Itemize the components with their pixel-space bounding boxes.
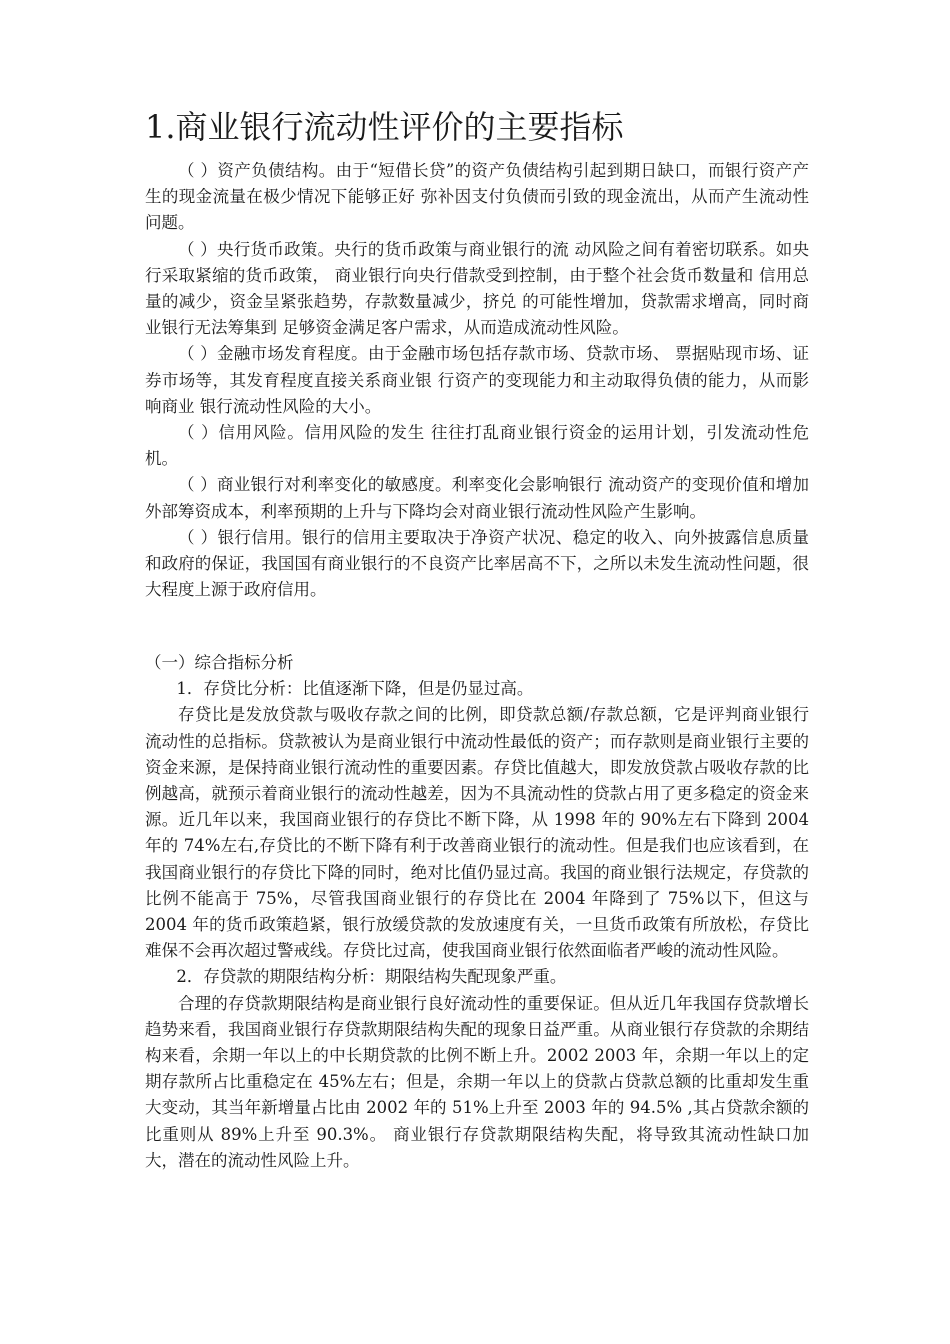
document-title: 1.商业银行流动性评价的主要指标 [145,108,624,146]
factor-bank-credit: （ ）银行信用。银行的信用主要取决于净资产状况、稳定的收入、向外披露信息质量和政府的保证，我国国有商业银行的不良资产比率居高不下，之所以未发生流动性问题，很大程度上源于政府信用。 [145,527,809,600]
section-heading: （一）综合指标分析 [145,653,294,672]
indicator-analysis-section [145,650,809,1174]
factor-central-bank-policy: （ ）央行货币政策。央行的货币政策与商业银行的流 动风险之间有着密切联系。如央行采取紧缩的货币政策， 商业银行向央行借款受到控制，由于整个社会货币数量和 信用总量的减少，资金呈紧张趋势，存款数量减少，挤兑 的可能性增加，贷款需求增高，同时商业银行无法筹集到 足够资金满足客户需求，从而造成流动性风险。 [145,239,809,338]
factor-credit-risk: （ ）信用风险。信用风险的发生 往往打乱商业银行资金的运用计划，引发流动性危机。 [145,423,809,469]
paragraph-maturity-structure: 合理的存贷款期限结构是商业银行良好流动性的重要保证。但从近几年我国存贷款增长趋势来看，我国商业银行存贷款期限结构失配的现象日益严重。从商业银行存贷款的余期结构来看，余期一年以上的中长期贷款的比例不断上升。2002 2003 年，余期一年以上的定期存款所占比重稳定在 45%左右；但是，余期一年以上的贷款占贷款总额的比重却发生重大变动，其当年新增量占比由 2002 年的 51%上升至 2003 年的 94.5% ,其占贷款余额的比重则从 89%上升至 90.3%。 商业银行存贷款期限结构失配，将导致其流动性缺口加大，潜在的流动性风险上升。 [145,993,809,1170]
factor-interest-rate-sensitivity: （ ）商业银行对利率变化的敏感度。利率变化会影响银行 流动资产的变现价值和增加外部筹资成本，利率预期的上升与下降均会对商业银行流动性风险产生影响。 [145,475,809,521]
subsection-heading-maturity-structure: 2．存贷款的期限结构分析：期限结构失配现象严重。 [176,967,567,987]
paragraph-loan-deposit-ratio: 存贷比是发放贷款与吸收存款之间的比例，即贷款总额/存款总额，它是评判商业银行流动性的总指标。贷款被认为是商业银行中流动性最低的资产；而存款则是商业银行主要的资金来源，是保持商业银行流动性的重要因素。存贷比值越大，即发放贷款占吸收存款的比例越高，就预示着商业银行的流动性越差，因为不具流动性的贷款占用了更多稳定的资金来源。近几年以来，我国商业银行的存贷比不断下降，从 1998 年的 90%左右下降到 2004 年的 74%左右,存贷比的不断下降有利于改善商业银行的流动性。但是我们也应该看到，在我国商业银行的存贷比下降的同时，绝对比值仍显过高。我国的商业银行法规定，存贷款的比例不能高于 75%，尽管我国商业银行的存贷比在 2004 年降到了 75%以下，但这与 2004 年的货币政策趋紧，银行放缓贷款的发放速度有关，一旦货币政策有所放松，存贷比难保不会再次超过警戒线。存贷比过高，使我国商业银行依然面临者严峻的流动性风险。 [145,705,809,961]
factor-asset-liability-structure: （ ）资产负债结构。由于“短借长贷”的资产负债结构引起到期日缺口，而银行资产产生的现金流量在极少情况下能够正好 弥补因支付负债而引致的现金流出，从而产生流动性问题。 [145,161,809,233]
subsection-heading-loan-deposit-ratio: 1．存贷比分析：比值逐渐下降，但是仍显过高。 [176,679,534,699]
factors-section [145,158,809,603]
factor-financial-market-development: （ ）金融市场发育程度。由于金融市场包括存款市场、贷款市场、 票据贴现市场、证券市场等，其发育程度直接关系商业银 行资产的变现能力和主动取得负债的能力，从而影响商业 银行流动性风险的大小。 [145,344,809,416]
